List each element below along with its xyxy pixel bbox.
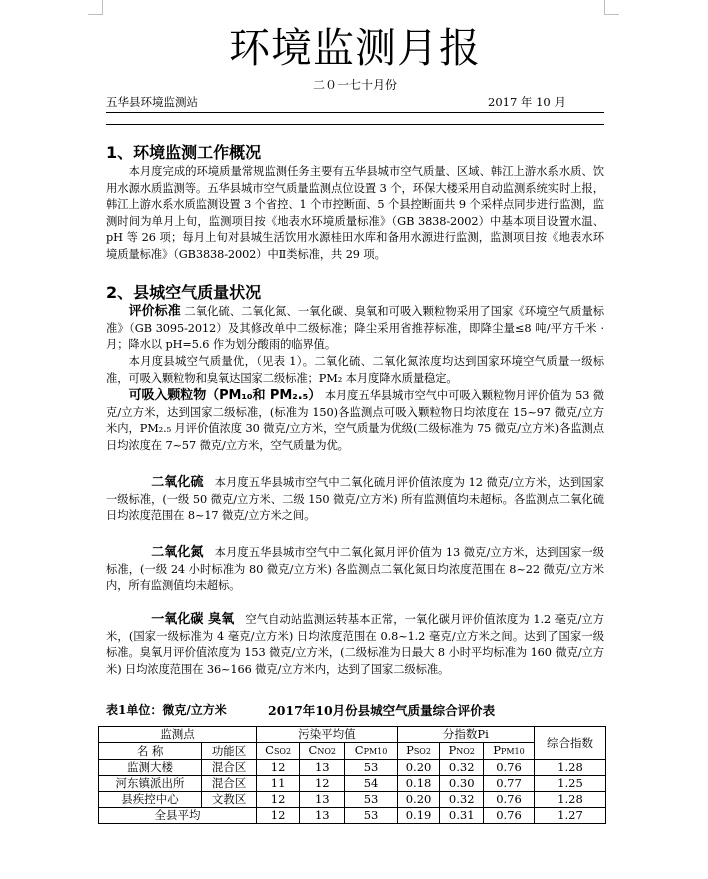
cell-c-no2: 13 bbox=[300, 808, 345, 824]
header-c-pm10: CPM10 bbox=[345, 743, 397, 760]
cell-p-so2: 0.20 bbox=[397, 760, 440, 776]
cell-c-so2: 12 bbox=[257, 792, 300, 808]
so2-text: 本月度五华县城市空气中二氧化硫月评价值浓度为 12 微克/立方米，达到国家一级标准，(一级 50 微克/立方米、二级 150 微克/立方米) 所有监测值均未超标。各监测点二氧化硫日均浓度范围在 8~17 微克/立方米之间。 bbox=[106, 476, 604, 523]
table-row bbox=[99, 776, 606, 792]
table-header-row-1 bbox=[99, 727, 606, 743]
co-o3-text: 空气自动站监测运转基本正常，一氧化碳月评价值浓度为 1.2 毫克/立方米，(国家一级标准为 4 毫克/立方米) 日均浓度范围在 0.8~1.2 毫克/立方米之间。达到了国家一级标准。臭氧月评价值浓度为 153 微克/立方米，(二级标准为日最大 8 小时平均标准为 160 微克/立方米) 日均浓度范围在 36~166 微克/立方米内，达到了国家二级标准。 bbox=[106, 613, 604, 676]
cell-p-so2: 0.19 bbox=[397, 808, 440, 824]
co-o3-paragraph bbox=[106, 612, 604, 678]
cell-p-so2: 0.18 bbox=[397, 776, 440, 792]
cell-c-so2: 12 bbox=[257, 760, 300, 776]
cell-c-so2: 11 bbox=[257, 776, 300, 792]
header-c-so2: CSO2 bbox=[257, 743, 300, 760]
cell-zone: 文教区 bbox=[202, 792, 257, 808]
cell-composite: 1.25 bbox=[534, 776, 605, 792]
table-header-row-2 bbox=[99, 743, 606, 760]
section1-paragraph: 本月度完成的环境质量常规监测任务主要有五华县城市空气质量、区域、韩江上游水系水质、饮用水源水质监测等。五华县城市空气质量监测点位设置 3 个，环保大楼采用自动监测系统实时上报，韩江上游水系水质监测设置 3 个省控、1 个市控断面、5 个县控断面共 9 个采样点同步进行监测，监测时间为单月上旬，监测项目按《地表水环境质量标准》（GB 3838-2002）中基本项目设置水温、pH 等 26 项；每月上旬对县城生活饮用水源桂田水库和备用水源进行监测，监测项目按《地表水环境质量标准》（GB3838-2002）中Ⅱ类标准，共 29 项。 bbox=[106, 165, 604, 261]
air-quality-table bbox=[98, 726, 606, 824]
cell-name: 县疾控中心 bbox=[99, 792, 202, 808]
cell-p-no2: 0.32 bbox=[440, 792, 484, 808]
section2-heading: 2、县城空气质量状况 bbox=[106, 283, 262, 302]
header-c-no2: CNO2 bbox=[300, 743, 345, 760]
cell-c-no2: 13 bbox=[300, 792, 345, 808]
no2-paragraph bbox=[106, 545, 604, 595]
header-pollution-avg: 污染平均值 bbox=[257, 727, 398, 743]
header-p-pm10: PPM10 bbox=[484, 743, 535, 760]
header-index-pi: 分指数Pi bbox=[397, 727, 534, 743]
no2-text: 本月度五华县城市空气中二氧化氮月评价值为 13 微克/立方米，达到国家一级标准，(一级 24 小时标准为 80 微克/立方米) 各监测点二氧化氮日均浓度范围在 8~22 微克/立方米内，所有监测值均未超标。 bbox=[106, 546, 604, 593]
header-name: 名 称 bbox=[99, 743, 202, 760]
header-p-no2: PNO2 bbox=[440, 743, 484, 760]
cell-c-no2: 13 bbox=[300, 760, 345, 776]
so2-lead: 二氧化硫 bbox=[151, 475, 204, 490]
co-o3-lead: 一氧化碳 臭氧 bbox=[151, 612, 235, 627]
cell-name: 监测大楼 bbox=[99, 760, 202, 776]
header-p-so2: PSO2 bbox=[397, 743, 440, 760]
cell-p-so2: 0.20 bbox=[397, 792, 440, 808]
cell-c-no2: 12 bbox=[300, 776, 345, 792]
cell-c-pm10: 53 bbox=[345, 760, 397, 776]
cell-zone: 混合区 bbox=[202, 776, 257, 792]
cell-c-pm10: 53 bbox=[345, 808, 397, 824]
section1-heading: 1、环境监测工作概况 bbox=[106, 143, 262, 162]
cell-name: 河东镇派出所 bbox=[99, 776, 202, 792]
pm-text: 本月度五华县城市空气中可吸入颗粒物月评价值为 53 微克/立方米，达到国家二级标准，(标准为 150)各监测点可吸入颗粒物日均浓度在 15~97 微克/立方米内，PM₂.₅ 月评价值浓度 30 微克/立方米，空气质量为优级(二级标准为 75 微克/立方米)各监测点日均浓度在 7~57 微克/立方米，空气质量为优。 bbox=[106, 389, 604, 452]
header-zone: 功能区 bbox=[202, 743, 257, 760]
standard-paragraph bbox=[106, 304, 604, 354]
header-rule-top bbox=[106, 112, 604, 113]
cell-p-no2: 0.30 bbox=[440, 776, 484, 792]
table-row-average bbox=[99, 808, 606, 824]
cell-p-pm10: 0.76 bbox=[484, 792, 535, 808]
cell-p-pm10: 0.76 bbox=[484, 808, 535, 824]
cell-c-pm10: 53 bbox=[345, 792, 397, 808]
report-title: 环境监测月报 bbox=[229, 24, 481, 72]
cell-p-pm10: 0.76 bbox=[484, 760, 535, 776]
pm-paragraph bbox=[106, 388, 604, 454]
table-title-caption: 2017年10月份县城空气质量综合评价表 bbox=[268, 703, 496, 718]
standard-lead: 评价标准 bbox=[128, 304, 181, 319]
table-row bbox=[99, 792, 606, 808]
cell-c-pm10: 54 bbox=[345, 776, 397, 792]
no2-lead: 二氧化氮 bbox=[151, 545, 204, 560]
overview-paragraph: 本月度县城空气质量优，（见表 1）。二氧化硫、二氧化氮浓度均达到国家环境空气质量一级标准，可吸入颗粒物和臭氧达国家二级标准；PM₂ 本月度降水质量稳定。 bbox=[106, 355, 604, 385]
pm-lead: 可吸入颗粒物（PM₁₀和 PM₂.₅） bbox=[128, 388, 322, 403]
crop-mark-top-right bbox=[604, 0, 619, 15]
station-name: 五华县环境监测站 bbox=[106, 95, 198, 109]
cell-p-no2: 0.31 bbox=[440, 808, 484, 824]
header-monitor-point: 监测点 bbox=[99, 727, 257, 743]
standard-text: 二氧化硫、二氧化氮、一氧化碳、臭氧和可吸入颗粒物采用了国家《环境空气质量标准》（GB 3095-2012）及其修改单中二级标准；降尘采用省推荐标准，即降尘量≤8 吨/平方千米 · 月；降水以 pH=5.6 作为划分酸雨的临界值。 bbox=[106, 305, 604, 352]
cell-c-so2: 12 bbox=[257, 808, 300, 824]
cell-composite: 1.28 bbox=[534, 792, 605, 808]
crop-mark-top-left bbox=[88, 0, 103, 15]
cell-composite: 1.27 bbox=[534, 808, 605, 824]
cell-average-name: 全县平均 bbox=[99, 808, 257, 824]
report-month: 2017 年 10 月 bbox=[488, 95, 566, 109]
cell-p-no2: 0.32 bbox=[440, 760, 484, 776]
header-rule-bottom bbox=[106, 124, 604, 125]
cell-p-pm10: 0.77 bbox=[484, 776, 535, 792]
so2-paragraph bbox=[106, 475, 604, 525]
report-subtitle: 二０一七十月份 bbox=[312, 78, 397, 92]
table-row bbox=[99, 760, 606, 776]
cell-zone: 混合区 bbox=[202, 760, 257, 776]
table-unit-caption: 表1单位：微克/立方米 bbox=[106, 703, 227, 717]
header-composite-index: 综合指数 bbox=[534, 727, 605, 760]
cell-composite: 1.28 bbox=[534, 760, 605, 776]
